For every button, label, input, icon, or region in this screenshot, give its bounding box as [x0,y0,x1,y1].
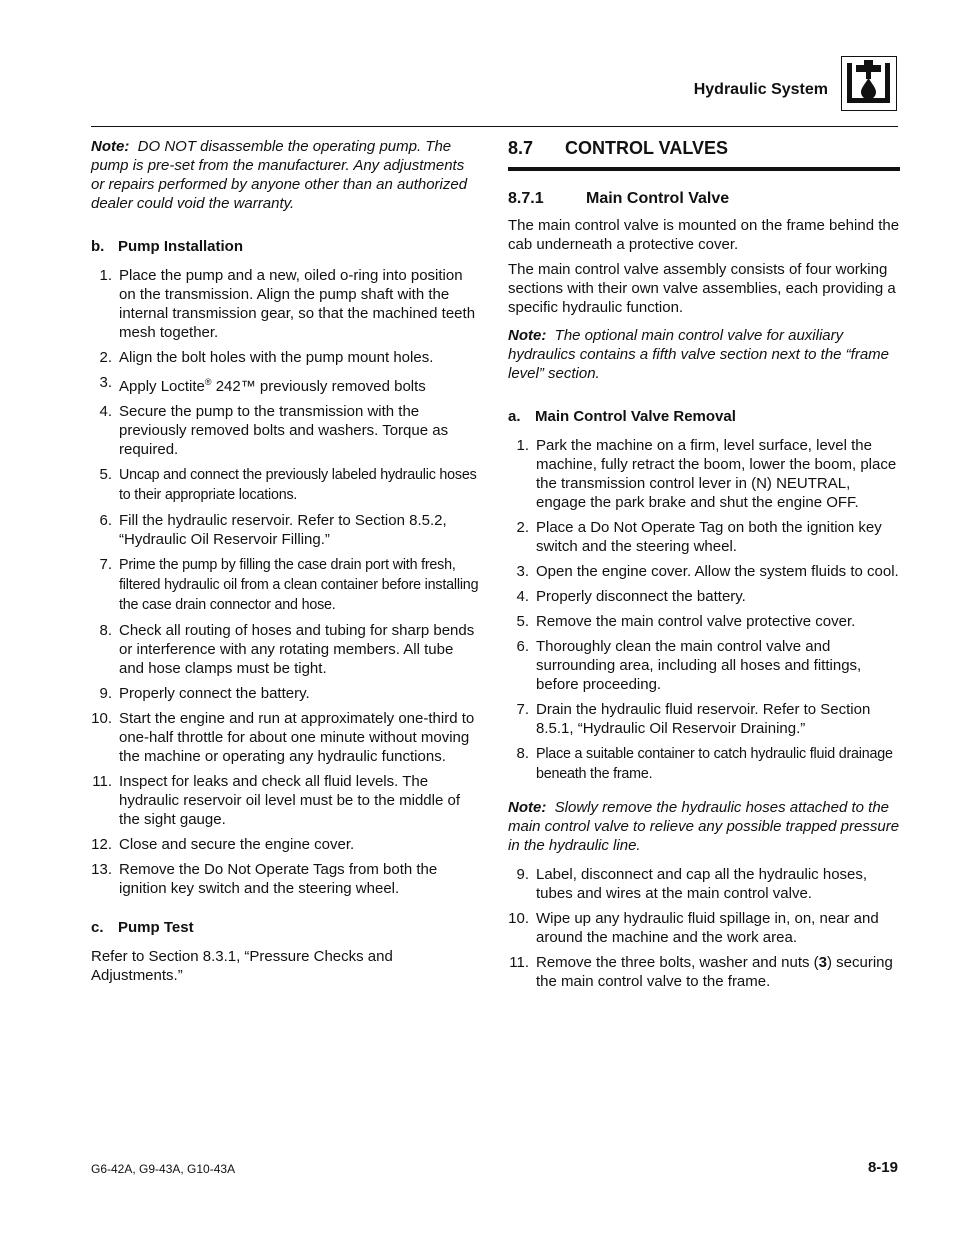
valve-removal-heading: a. Main Control Valve Removal [508,408,736,425]
left-column [91,137,481,991]
list-item: 6. Fill the hydraulic reservoir. Refer to Section 8.5.2, “Hydraulic Oil Reservoir Filling.” [99,512,447,548]
valve-removal-steps [508,436,900,784]
valve-removal-steps-continued [508,865,900,991]
list-item: 3. Open the engine cover. Allow the system fluids to cool. [516,563,899,580]
list-item: 10. Start the engine and run at approximately one-third to one-half throttle for about one minute without moving the machine or operating any hydraulic functions. [91,710,475,765]
pump-installation-steps [91,266,481,898]
list-item: 8. Check all routing of hoses and tubing for sharp bends or interference with any rotating members. All tube and hose clamps must be tight. [99,622,475,677]
list-item: 1. Place the pump and a new, oiled o-ring into position on the transmission. Align the pump shaft with the internal transmission gear, so that the machined teeth mesh together. [99,267,476,341]
list-item: 1. Park the machine on a firm, level surface, level the machine, fully retract the boom, lower the boom, place the transmission control lever in (N) NEUTRAL, engage the park brake and shut the engine OFF. [516,437,897,511]
list-item: 10. Wipe up any hydraulic fluid spillage in, on, near and around the machine and the work area. [508,910,879,946]
right-column [508,137,900,997]
list-item: 6. Thoroughly clean the main control valve and surrounding area, including all hoses and fittings, before proceeding. [516,638,862,693]
list-item: 8. Place a suitable container to catch hydraulic fluid drainage beneath the frame. [516,745,893,782]
pump-test-heading: c. Pump Test [91,919,194,936]
page-number: 8-19 [867,1159,898,1176]
list-item: 13. Remove the Do Not Operate Tags from both the ignition key switch and the steering wheel. [91,861,438,897]
trapped-pressure-note: Note: Slowly remove the hydraulic hoses attached to the main control valve to relieve any possible trapped pressure in the hydraulic line. [508,799,900,854]
paragraph: The main control valve is mounted on the frame behind the cab underneath a protective cover. [508,217,900,253]
list-item: 4. Secure the pump to the transmission with the previously removed bolts and washers. Torque as required. [99,403,449,458]
subsection-heading: 8.7.1 Main Control Valve [508,190,730,207]
list-item: 2. Align the bolt holes with the pump mount holes. [99,349,434,366]
pump-warranty-note [91,137,481,213]
list-item: 9. Label, disconnect and cap all the hydraulic hoses, tubes and wires at the main control valve. [516,866,868,902]
list-item: 12. Close and secure the engine cover. [91,836,355,853]
list-item: 5. Remove the main control valve protective cover. [516,613,856,630]
list-item: 11. Remove the three bolts, washer and nuts (3) securing the main control valve to the frame. [509,954,893,990]
list-item: 4. Properly disconnect the battery. [516,588,746,605]
section-heading: 8.7 CONTROL VALVES [508,137,900,171]
note-label: Note: [91,138,130,155]
header-rule [91,126,898,127]
paragraph: The main control valve assembly consists of four working sections with their own valve assemblies, each providing a specific hydraulic function. [508,261,896,316]
footer-model-numbers: G6-42A, G9-43A, G10-43A [91,1162,236,1176]
list-item: 7. Drain the hydraulic fluid reservoir. Refer to Section 8.5.1, “Hydraulic Oil Reservoir Draining.” [516,701,871,737]
hydraulic-oil-drop-icon [841,56,897,111]
pump-test-text: Refer to Section 8.3.1, “Pressure Checks and Adjustments.” [91,948,393,984]
auxiliary-valve-note: Note: The optional main control valve for auxiliary hydraulics contains a fifth valve section next to the “frame level” section. [508,327,890,382]
list-item: 11. Inspect for leaks and check all fluid levels. The hydraulic reservoir oil level must be to the middle of the sight gauge. [92,773,460,828]
list-item: 9. Properly connect the battery. [99,685,310,702]
running-header-title: Hydraulic System [693,81,828,98]
list-item: 2. Place a Do Not Operate Tag on both the ignition key switch and the steering wheel. [516,519,882,555]
list-item: 3. Apply Loctite® 242™ previously removed bolts [99,374,426,395]
note-text: DO NOT disassemble the operating pump. The pump is pre-set from the manufacturer. Any adjustments or repairs performed by anyone other than an authorized dealer could void the warranty. [91,138,468,212]
pump-installation-heading: b. Pump Installation [91,238,244,255]
list-item: 5. Uncap and connect the previously labeled hydraulic hoses to their appropriate locations. [99,466,477,503]
list-item: 7. Prime the pump by filling the case drain port with fresh, filtered hydraulic oil from a clean container before installing the case drain connector and hose. [99,556,479,613]
